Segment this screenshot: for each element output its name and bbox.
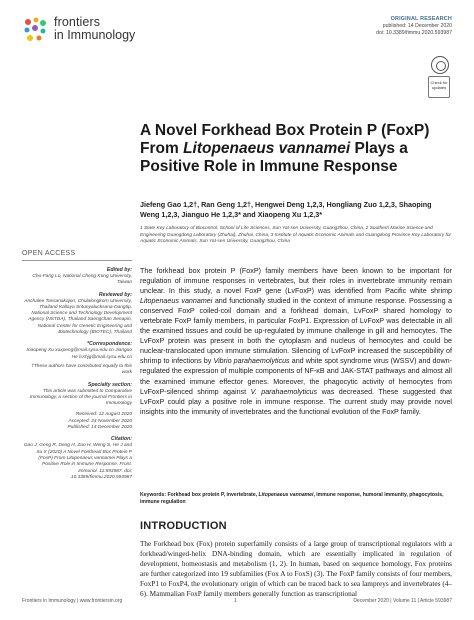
keywords-label: Keywords: [140, 492, 167, 498]
article-type: ORIGINAL RESEARCH [390, 16, 452, 22]
article-sidebar [22, 250, 132, 481]
introduction-text: The Forkhead box (Fox) protein superfamily consists of a large group of transcriptional regulators with a forkhead/winged-helix DNA-binding domain, which are essentially implicated in regulation of development, homeostasis and metabolism (1, 2). In human, based on sequence homology, Fox proteins are further categorized into 19 subfamilies (Fox A to FoxS) (3). The FoxP family consists of four members, FoxP1 to FoxP4, the evolutionary origin of which can be traced back to sea lampreys and invertebrates (4–6). Mammalian FoxP family members generally function as transcriptional [140, 540, 452, 598]
keywords-list-b: , immune response, humoral immunity, phagocytosis, immune regulation [140, 492, 444, 505]
journal-logo-text [54, 16, 135, 42]
author-list: Jiefeng Gao 1,2†, Ran Geng 1,2†, Hengwei Deng 1,2,3, Hongliang Zuo 1,2,3, Shaoping Weng 1,2,3, Jianguo He 1,2,3* and Xiaopeng Xu 1,2,3* [140, 200, 432, 219]
abstract-p2: and functionally studied in the context of immune response. Possessing a conserved FoxP coiled-coil domain and a forkhead domain, LvFoxP shared homology to vertebrate FoxP family members, in particular FoxP1. Expression of LvFoxP was detectable in all the examined tissues and could be up-regulated by immune challenge in gill and hemocytes. The LvFoxP protein was present in both the cytoplasm and nucleus of hemocytes and could be nuclear-translocated upon immune stimulation. Silencing of LvFoxP increased the susceptibility of shrimp to infections by [140, 297, 452, 366]
citation-heading: Citation: [110, 436, 132, 443]
footer-journal[interactable]: Frontiers in Immunology | www.frontiersin.org [22, 598, 123, 604]
introduction-heading: INTRODUCTION [140, 520, 227, 532]
journal-header [22, 14, 452, 54]
abstract [140, 266, 452, 417]
title-part1: A Novel Forkhead Box Protein P (FoxP) From [140, 122, 430, 157]
title-part2: Plays a Positive Role in Immune Response [140, 140, 408, 175]
equal-contribution-note: †These authors have contributed equally to this work [31, 363, 132, 376]
article-doi[interactable]: doi: 10.3389/fimmu.2020.593987 [376, 30, 452, 36]
reviewed-by-heading: Reviewed by: [98, 291, 132, 298]
correspondence[interactable]: Xiaopeng Xu xuxpeng@mail.sysu.edu.cn Jianguo He lsshjg@mail.sysu.edu.cn [26, 348, 132, 360]
specialty-section: This article was submitted to Comparative Immunology, a section of the journal Frontiers in Immunology [29, 388, 132, 407]
abstract-species-1: Litopenaeus vannamei [140, 297, 213, 306]
abstract-p3: and white spot syndrome virus (WSSV) and down-regulated the expression of multiple components of NF-κB and JAK-STAT pathways and almost all the examined immune effector genes. Moreover, the phagocytic activity of hemocytes from LvFoxP-silenced shrimp against [140, 357, 453, 396]
abstract-species-3: V. parahaemolyticus [250, 387, 318, 396]
edited-by: Chu-Fang Lo, National Cheng Kung University, Taiwan [32, 274, 132, 286]
citation: Gao J, Geng R, Deng H, Zuo H, Weng S, He J and Xu X (2020) A Novel Forkhead Box Protein P (FoxP) From Litopenaeus vannamei Plays a Positive Role in Immune Response. Front. Immunol. 11:593987. doi: 10.3389/fimmu.2020.593987 [23, 443, 132, 480]
correspondence-heading: *Correspondence: [87, 341, 132, 348]
brand-name: frontiers [54, 15, 101, 29]
open-access-label: OPEN ACCESS [22, 250, 132, 261]
open-access-icon [431, 56, 449, 74]
footer-issue: December 2020 | Volume 11 | Article 593987 [353, 598, 452, 604]
frontiers-logo-icon [22, 16, 50, 46]
abstract-p4: was decreased. These suggested that LvFoxP could play a positive role in immune response. The current study may provide novel insights into the immunity of invertebrates and the functional evolution of the FoxP family. [140, 387, 452, 416]
article-title [140, 122, 450, 176]
affiliations: 1 State Key Laboratory of Biocontrol, School of Life Sciences, Sun Yat-sen University, Guangzhou, China, 2 Southern Marine Science and Engineering Guangdong Laboratory (Zhuhai), Zhuhai, China, 3 Institute of Aquatic Economic Animals and Guangdong Province Key Laboratory for Aquatic Economic Animals, Sun Yat-sen University, Guangzhou, China [140, 226, 452, 245]
accepted-date: Accepted: 24 November 2020 [68, 418, 132, 424]
edited-by-heading: Edited by: [106, 267, 132, 273]
journal-name: in Immunology [54, 28, 136, 42]
reviewed-by: Anchalee Tassanakajon, Chulalongkorn University, Thailand Kallaya Sritunyalucksana-Dangtip, National Science and Technology Development Agency (NSTDA), Thailand Saengchan Senapin, National Center for Genetic Engineering and Biotechnology (BIOTEC), Thailand [24, 298, 132, 336]
article-meta [376, 16, 452, 37]
abstract-species-2: Vibrio parahaemolyticus [213, 357, 290, 366]
title-species: Litopenaeus vannamei [183, 140, 351, 157]
published-date: published: 14 December 2020 [382, 23, 452, 29]
abstract-p1: The forkhead box protein P (FoxP) family members have been known to be important for regulation of immune responses in vertebrates, but their roles in invertebrate immunity remain unclear. In this study, a novel FoxP gene (LvFoxP) was identified from Pacific white shrimp [140, 267, 452, 296]
keywords-list-a: Forkhead box protein P, invertebrate, [166, 492, 259, 498]
check-updates-badge[interactable]: Check for updates [428, 76, 450, 98]
received-date: Received: 12 August 2020 [75, 412, 132, 418]
published-date-sidebar: Published: 14 December 2020 [67, 425, 132, 431]
page-number: 1 [234, 598, 237, 604]
badges [428, 56, 452, 98]
specialty-heading: Specialty section: [87, 381, 132, 388]
keywords [140, 492, 452, 506]
keywords-species: Litopenaeus vannamei [258, 492, 314, 498]
